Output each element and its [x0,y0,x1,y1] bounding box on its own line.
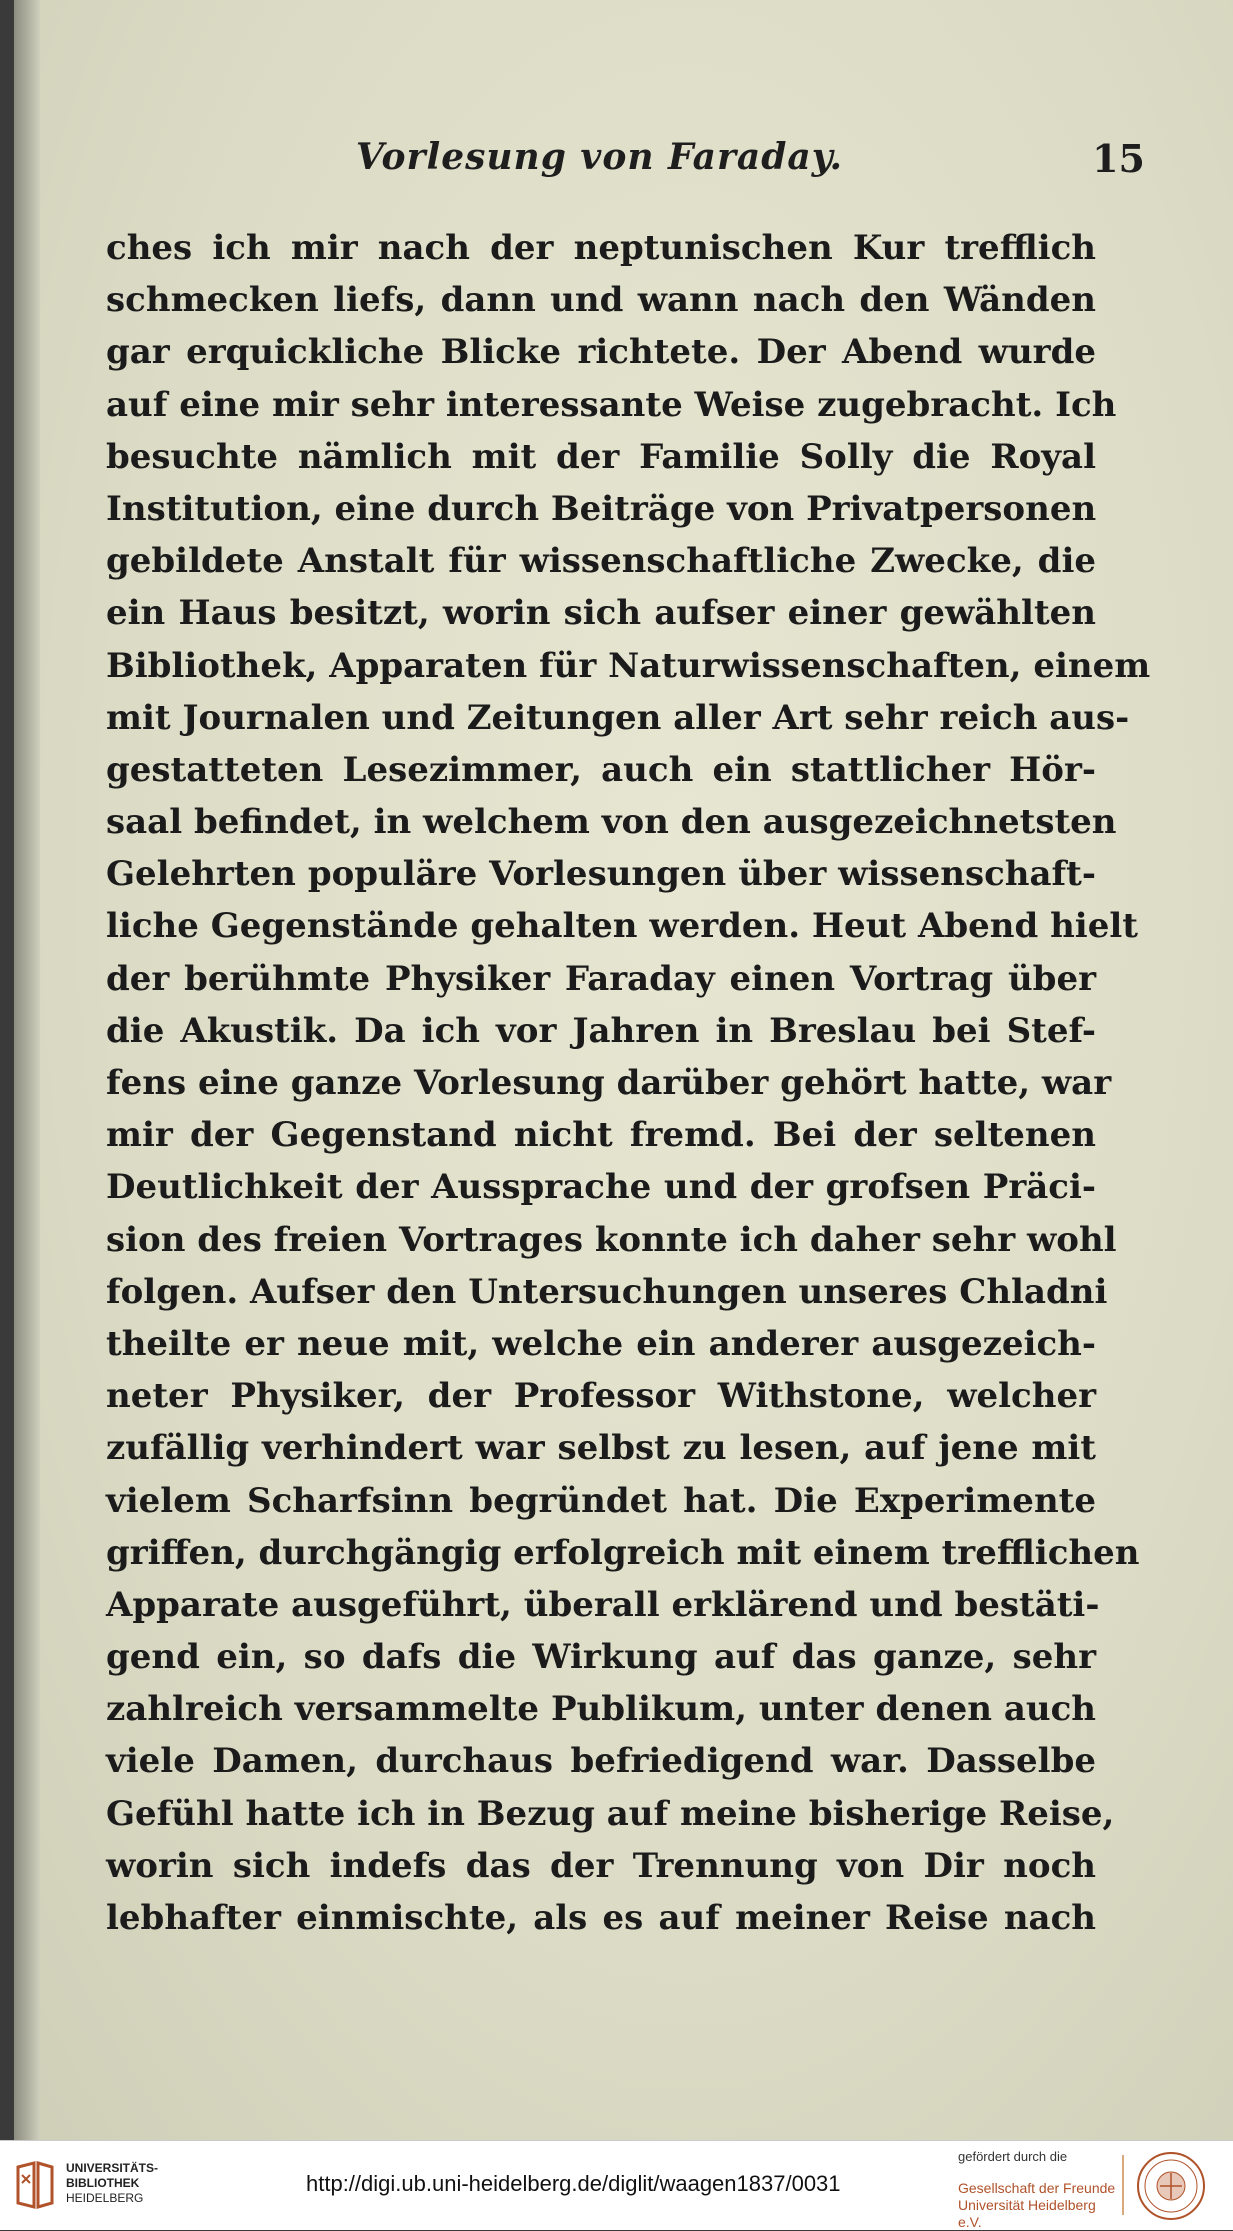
text-line: worin sich indefs das der Trennung von Dir noch [106,1845,1096,1886]
text-line: theilte er neue mit, welche ein anderer ausgezeich- [106,1323,1096,1364]
text-line: vielem Scharfsinn begründet hat. Die Experimente [106,1480,1096,1521]
running-title: Vorlesung von Faraday. [355,136,844,178]
viewer-footer [0,2140,1233,2230]
text-line: ein Haus besitzt, worin sich aufser einer gewählten [106,593,1096,634]
text-line: Deutlichkeit der Aussprache und der grofsen Präci- [106,1167,1096,1208]
text-line: Institution, eine durch Beiträge von Privatpersonen [106,488,1097,529]
library-name-line: UNIVERSITÄTS- [66,2161,159,2175]
text-line: gestatteten Lesezimmer, auch ein stattlicher Hör- [106,749,1096,790]
sponsor-name-line: Universität Heidelberg e.V. [958,2197,1096,2230]
page-number: 15 [1092,136,1145,181]
text-line: fens eine ganze Vorlesung darüber gehört hatte, war [106,1063,1112,1103]
text-line: zufällig verhindert war selbst zu lesen, auf jene mit [106,1428,1096,1469]
text-line: gebildete Anstalt für wissenschaftliche Zwecke, die [106,541,1096,582]
page-header [106,136,1145,186]
text-line: gend ein, so dafs die Wirkung auf das ganze, sehr [106,1637,1096,1678]
university-seal-icon [1136,2151,1206,2221]
text-line: sion des freien Vortrages konnte ich daher sehr wohl [106,1219,1117,1260]
text-line: mir der Gegenstand nicht fremd. Bei der seltenen [106,1115,1096,1156]
text-line: die Akustik. Da ich vor Jahren in Breslau bei Stef- [106,1010,1096,1051]
text-line: zahlreich versammelte Publikum, unter denen auch [106,1689,1096,1730]
text-line: lebhafter einmischte, als es auf meiner Reise nach [106,1898,1096,1938]
text-line: gar erquickliche Blicke richtete. Der Abend wurde [106,332,1096,373]
library-name[interactable] [66,2161,158,2206]
text-line: besuchte nämlich mit der Familie Solly die Royal [106,436,1096,477]
text-line: viele Damen, durchaus befriedigend war. Dasselbe [106,1741,1096,1782]
book-page [14,0,1233,2140]
text-line: ches ich mir nach der neptunischen Kur trefflich [106,228,1096,268]
text-line: Apparate ausgeführt, überall erklärend und bestäti- [106,1584,1100,1625]
text-line: auf eine mir sehr interessante Weise zugebracht. Ich [106,384,1117,425]
text-line: folgen. Aufser den Untersuchungen unseres Chladni [106,1271,1108,1312]
ub-heidelberg-logo-icon[interactable] [12,2159,56,2211]
sponsor-name-line: Gesellschaft der Freunde [958,2180,1116,2196]
text-line: Bibliothek, Apparaten für Naturwissenschaften, einem [106,645,1151,686]
library-name-line: BIBLIOTHEK [66,2176,140,2190]
text-line: der berühmte Physiker Faraday einen Vortrag über [106,958,1096,999]
text-line: Gefühl hatte ich in Bezug auf meine bisherige Reise, [106,1793,1115,1834]
text-line: griffen, durchgängig erfolgreich mit einem trefflichen [106,1532,1140,1573]
text-line: mit Journalen und Zeitungen aller Art sehr reich aus- [106,697,1130,738]
library-name-line: HEIDELBERG [66,2191,144,2205]
body-text [106,222,1151,1944]
text-line: schmecken liefs, dann und wann nach den Wänden [106,280,1096,321]
text-line: liche Gegenstände gehalten werden. Heut Abend hielt [106,906,1138,947]
text-line: saal befindet, in welchem von den ausgezeichnetsten [106,802,1117,843]
text-line: neter Physiker, der Professor Withstone, welcher [106,1376,1096,1417]
sponsor-divider [1122,2155,1124,2215]
sponsor-note: gefördert durch die [958,2149,1068,2164]
source-url-link[interactable]: http://digi.ub.uni-heidelberg.de/diglit/waagen1837/0031 [306,2171,841,2196]
text-line: Gelehrten populäre Vorlesungen über wissenschaft- [106,854,1096,895]
sponsor-credit[interactable] [958,2149,1118,2231]
